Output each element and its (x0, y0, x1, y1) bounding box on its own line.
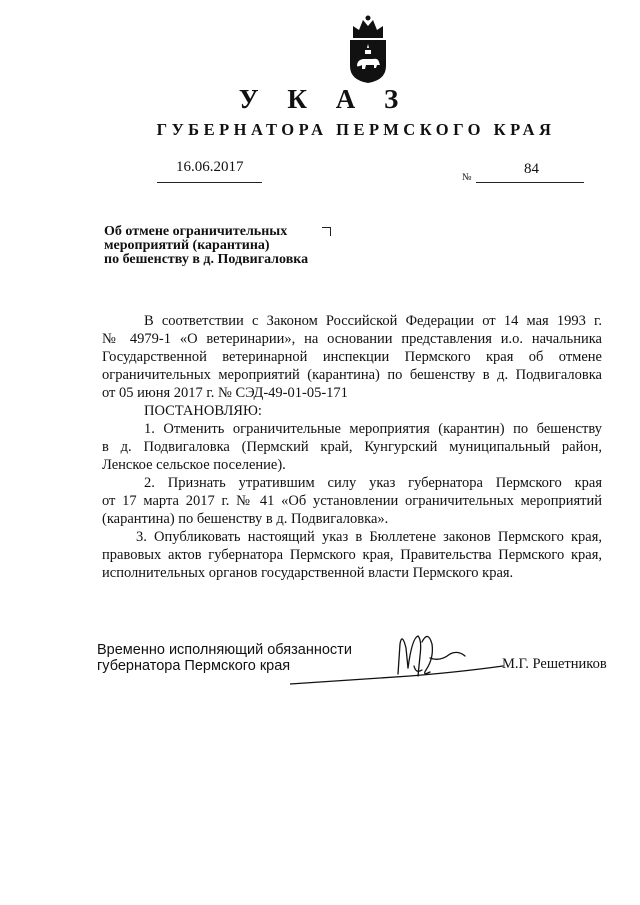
decree-title: У К А З (238, 84, 410, 114)
text-line: 2. Признать утратившим силу указ губернатора Пермского края (144, 475, 602, 491)
decree-subject (104, 225, 308, 267)
text-line: исполнительных органов государственной власти Пермского края. (102, 565, 514, 581)
text-line: (карантина) по бешенству в д. Подвигаловка». (102, 511, 389, 527)
text-line: 1. Отменить ограничительные мероприятия (карантин) по бешенству (144, 421, 602, 437)
coat-of-arms-icon (347, 14, 389, 84)
decree-date: 16.06.2017 (176, 159, 244, 175)
number-mark: № (462, 172, 472, 183)
decree-body (102, 312, 602, 582)
text-line: ограничительных мероприятий (карантина) по бешенству в д. Подвигаловка (102, 367, 602, 383)
paragraph-preamble (102, 312, 602, 402)
signer-position-line: губернатора Пермского края (97, 658, 291, 674)
text-line: № 4979-1 «О ветеринарии», на основании представления и.о. начальника (102, 331, 602, 347)
text-line: В соответствии с Законом Российской Федерации от 14 мая 1993 г. (144, 313, 602, 329)
handwritten-signature-icon (290, 618, 505, 692)
text-line: в д. Подвигаловка (Пермский край, Кунгурский муниципальный район, (102, 439, 602, 455)
text-line: Государственной ветеринарной инспекции Пермского края об отмене (102, 349, 602, 365)
decree-item-1 (102, 420, 602, 474)
subject-line: по бешенству в д. Подвигаловка (104, 252, 309, 267)
text-line: правовых актов губернатора Пермского края, Правительства Пермского края, (102, 547, 602, 563)
text-line: от 05 июня 2017 г. № СЭД-49-01-05-171 (102, 385, 348, 401)
text-line: 3. Опубликовать настоящий указ в Бюллетене законов Пермского края, (136, 529, 602, 545)
text-line: Ленское сельское поселение). (102, 457, 286, 473)
subject-line: Об отмене ограничительных (104, 224, 288, 239)
subject-line: мероприятий (карантина) (104, 238, 270, 253)
governor-title: ГУБЕРНАТОРА ПЕРМСКОГО КРАЯ (156, 120, 556, 139)
decree-item-2 (102, 474, 602, 528)
decree-item-3 (102, 528, 602, 582)
signer-name: М.Г. Решетников (502, 656, 607, 672)
corner-mark (322, 227, 331, 236)
decree-number: 84 (524, 161, 539, 177)
decree-word: ПОСТАНОВЛЯЮ: (144, 403, 262, 419)
signer-position-line: Временно исполняющий обязанности (97, 642, 352, 658)
text-line: от 17 марта 2017 г. № 41 «Об установлении ограничительных мероприятий (102, 493, 602, 509)
